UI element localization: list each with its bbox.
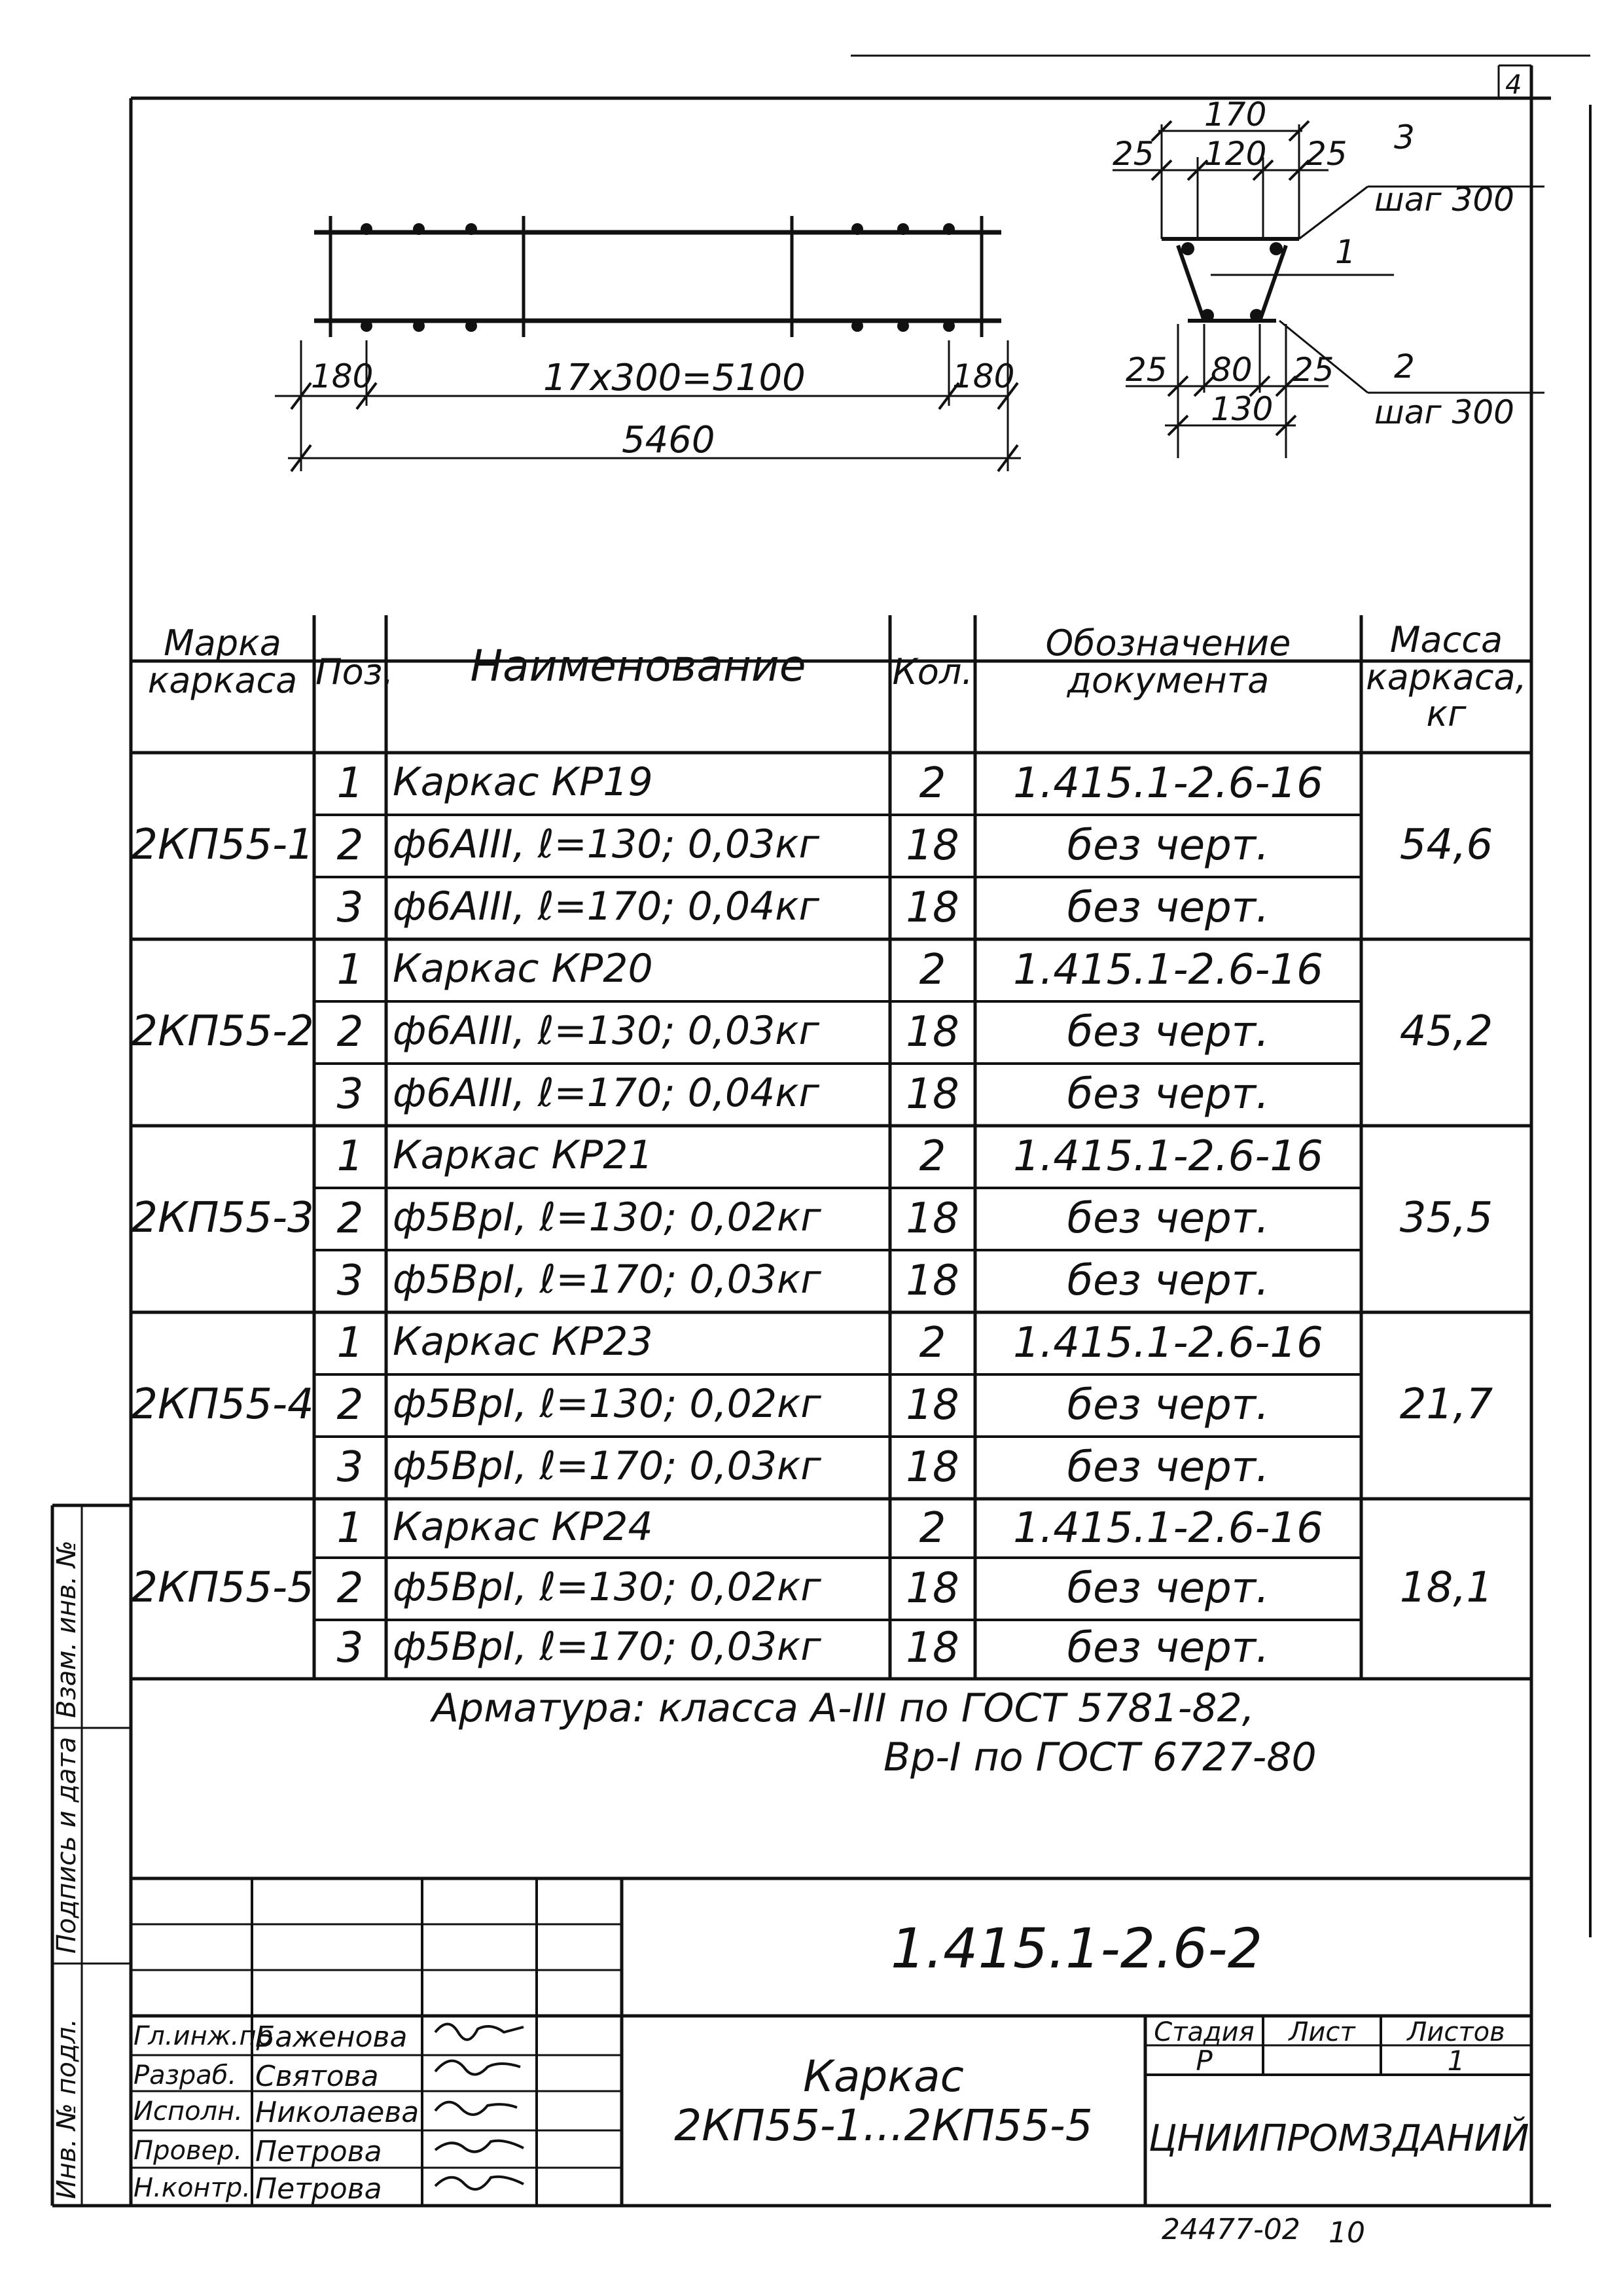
dim-right-end: 180 [952,357,1015,395]
row-pos: 1 [336,1132,364,1181]
role-label: Провер. [134,2136,243,2166]
sec-callout-2-text: шаг 300 [1374,393,1514,431]
stamp-inv-podl: Инв. № подл. [52,2018,82,2199]
row-qty: 2 [919,1318,946,1367]
row-name: ф5ВрI, ℓ=130; 0,02кг [393,1380,821,1427]
row-qty: 18 [906,1194,959,1243]
row-doc: без черт. [1067,1256,1270,1305]
row-pos: 2 [336,1564,364,1613]
row-qty: 18 [906,821,959,870]
row-doc: 1.415.1-2.6-16 [1013,1318,1323,1367]
row-qty: 2 [919,1132,946,1181]
header-qty: Кол. [892,651,973,692]
row-name: ф6АIII, ℓ=170; 0,04кг [393,883,819,929]
sec-bot-center: 80 [1211,351,1253,389]
sec-callout-2: 2 [1394,348,1415,386]
row-qty: 18 [906,1380,959,1429]
group-mark: 2КП55-2 [131,1007,314,1056]
row-doc: без черт. [1067,1380,1270,1429]
row-doc: без черт. [1067,821,1270,870]
role-label: Гл.инж.пр [134,2021,274,2051]
row-name: ф6АIII, ℓ=170; 0,04кг [393,1069,819,1116]
header-mark: Марка каркаса [147,622,298,701]
archive-number: 24477-02 [1162,2213,1300,2246]
row-name: ф5ВрI, ℓ=170; 0,03кг [393,1443,821,1489]
signatures [435,2024,524,2190]
row-qty: 18 [906,1007,959,1056]
row-name: ф5ВрI, ℓ=130; 0,02кг [393,1564,821,1610]
sec-top-overall: 170 [1204,96,1267,134]
row-qty: 2 [919,759,946,808]
sec-top-right: 25 [1306,135,1347,173]
role-name: Николаева [255,2096,419,2129]
stamp-vzam-inv: Взам. инв. № [52,1540,82,1718]
group-mass: 18,1 [1399,1563,1493,1612]
archive-page: 10 [1329,2216,1365,2250]
row-name: ф6АIII, ℓ=130; 0,03кг [393,1007,819,1054]
row-pos: 3 [336,1256,364,1305]
sheets-label: Листов [1407,2017,1505,2047]
row-qty: 18 [906,1443,959,1492]
stage-label: Стадия [1154,2017,1255,2047]
row-pos: 2 [336,1007,364,1056]
row-name: Каркас КР19 [393,759,653,805]
row-pos: 1 [336,1503,364,1552]
row-pos: 3 [336,1624,364,1673]
header-name: Наименование [470,641,806,691]
bar-dots [361,223,1283,332]
row-name: ф5ВрI, ℓ=130; 0,02кг [393,1194,821,1240]
role-name: Баженова [255,2020,408,2054]
row-doc: 1.415.1-2.6-16 [1013,945,1323,994]
row-qty: 18 [906,1564,959,1613]
row-doc: 1.415.1-2.6-16 [1013,1132,1323,1181]
note-line-1: Арматура: класса А-III по ГОСТ 5781-82, [432,1685,1255,1731]
row-doc: без черт. [1067,1564,1270,1613]
row-name: Каркас КР21 [393,1132,653,1178]
row-doc: без черт. [1067,1624,1270,1673]
sec-bot-right: 25 [1293,351,1334,389]
group-mark: 2КП55-3 [131,1193,314,1242]
stamp-sign-date: Подпись и дата [52,1736,82,1954]
sheet-number: 4 [1505,70,1522,100]
sheet-label: Лист [1289,2017,1355,2047]
row-qty: 2 [919,1503,946,1552]
stage-value: Р [1196,2045,1213,2077]
sec-top-center: 120 [1204,135,1267,173]
row-pos: 3 [336,883,364,932]
row-qty: 18 [906,1069,959,1119]
sheets-total-value: 1 [1447,2045,1465,2077]
sec-top-left: 25 [1113,135,1154,173]
row-doc: 1.415.1-2.6-16 [1013,1503,1323,1552]
title-line-2: 2КП55-1...2КП55-5 [674,2100,1093,2151]
row-pos: 2 [336,821,364,870]
row-name: ф5ВрI, ℓ=170; 0,03кг [393,1256,821,1302]
row-doc: без черт. [1067,1069,1270,1119]
sec-bot-left: 25 [1126,351,1168,389]
row-doc: без черт. [1067,1194,1270,1243]
role-name: Петрова [255,2172,382,2206]
row-qty: 18 [906,1256,959,1305]
role-label: Разраб. [134,2060,237,2090]
sec-callout-3: 3 [1394,118,1415,156]
row-doc: без черт. [1067,1443,1270,1492]
row-name: Каркас КР20 [393,945,653,992]
dim-total: 5460 [622,419,715,461]
role-label: Н.контр. [134,2173,251,2203]
doc-code: 1.415.1-2.6-2 [890,1916,1263,1981]
row-qty: 18 [906,883,959,932]
group-mark: 2КП55-4 [131,1380,314,1429]
dim-left-end: 180 [311,357,374,395]
role-name: Святова [255,2060,379,2093]
row-pos: 1 [336,945,364,994]
row-name: Каркас КР24 [393,1503,653,1550]
row-doc: 1.415.1-2.6-16 [1013,759,1323,808]
row-qty: 18 [906,1624,959,1673]
role-label: Исполн. [134,2096,243,2126]
row-pos: 2 [336,1194,364,1243]
row-doc: без черт. [1067,1007,1270,1056]
row-pos: 1 [336,759,364,808]
organization-name: ЦНИИПРОМЗДАНИЙ [1149,2117,1529,2160]
note-line-2: Вр-I по ГОСТ 6727-80 [883,1734,1317,1780]
sec-callout-3-text: шаг 300 [1374,181,1514,219]
row-pos: 1 [336,1318,364,1367]
header-doc: Обозначение документа [1045,622,1291,701]
sec-item-1: 1 [1335,233,1356,271]
sec-bot-overall: 130 [1211,390,1274,428]
row-pos: 2 [336,1380,364,1429]
group-mass: 21,7 [1399,1380,1493,1429]
header-mass: Масса каркаса, кг [1366,619,1527,735]
row-qty: 2 [919,945,946,994]
group-mass: 35,5 [1399,1193,1493,1242]
group-mass: 45,2 [1399,1007,1493,1056]
title-line-1: Каркас [803,2051,964,2102]
group-mark: 2КП55-5 [131,1563,314,1612]
row-name: ф6АIII, ℓ=130; 0,03кг [393,821,819,867]
dim-middle: 17x300=5100 [543,357,806,399]
row-pos: 3 [336,1443,364,1492]
row-name: ф5ВрI, ℓ=170; 0,03кг [393,1624,821,1670]
row-doc: без черт. [1067,883,1270,932]
header-pos: Поз. [315,651,394,692]
row-pos: 3 [336,1069,364,1119]
group-mark: 2КП55-1 [131,820,314,869]
group-mass: 54,6 [1399,820,1493,869]
row-name: Каркас КР23 [393,1318,653,1365]
role-name: Петрова [255,2135,382,2168]
